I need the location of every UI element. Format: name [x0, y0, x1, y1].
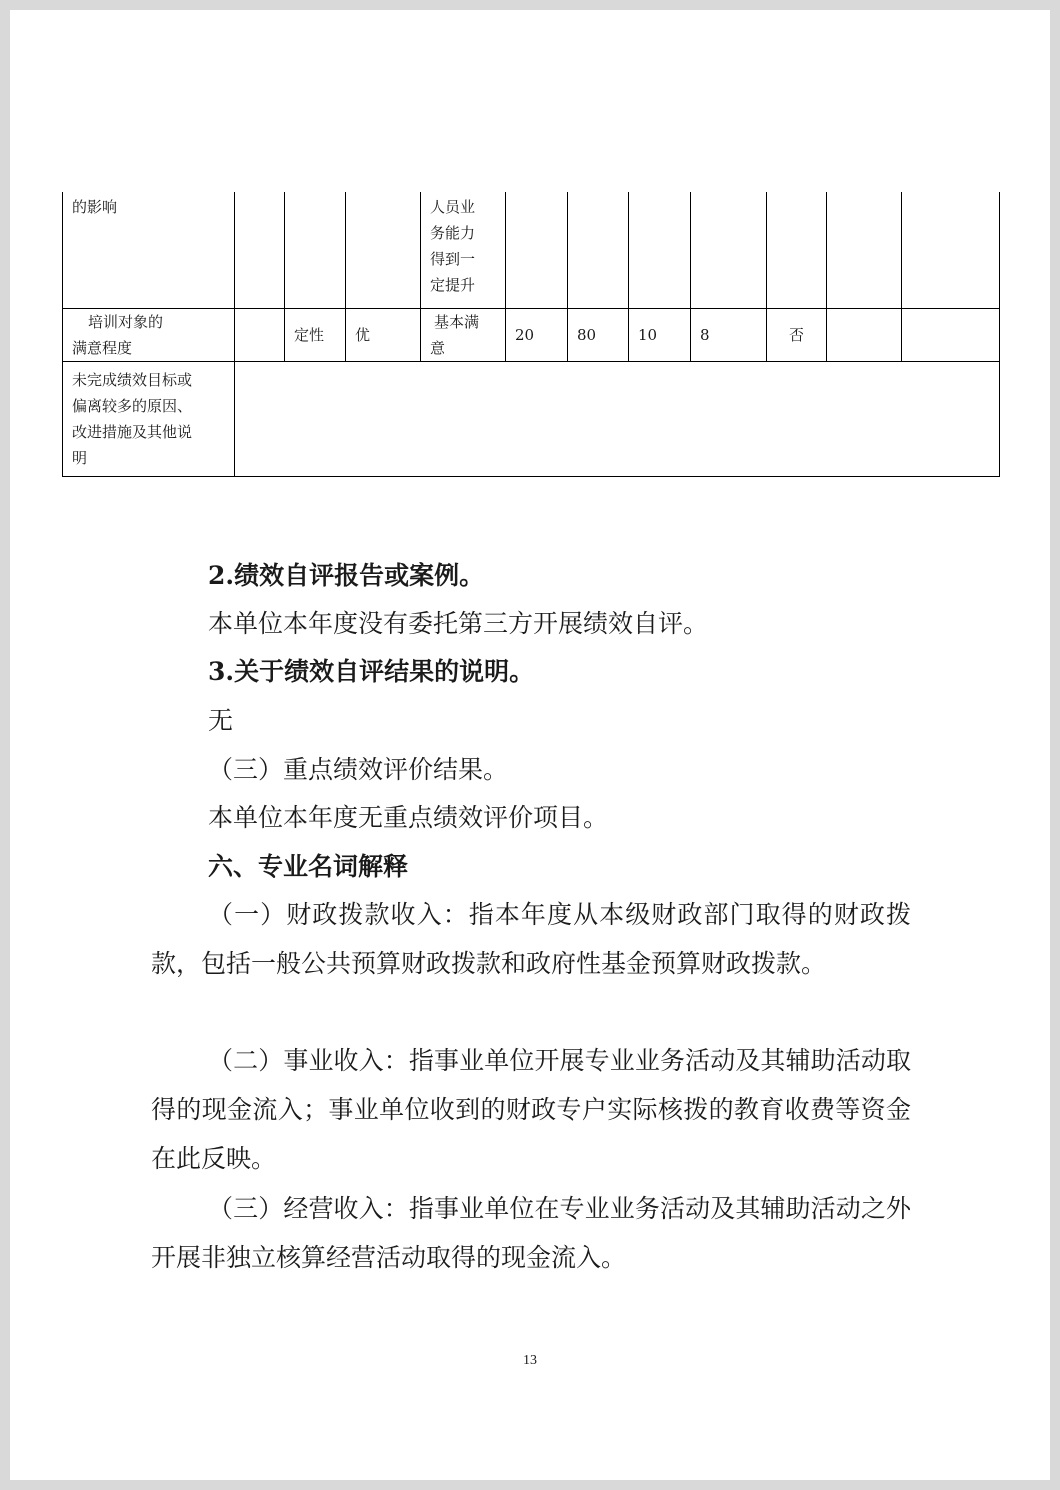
indicator-type: 定性	[294, 325, 325, 344]
score-weight: 10	[638, 325, 658, 344]
actual-value-line: 得到一	[430, 250, 476, 268]
paragraph: 无	[208, 706, 234, 735]
section-heading: （三）重点绩效评价结果。	[208, 755, 509, 784]
weight-value: 20	[515, 325, 535, 344]
paragraph: 本单位本年度无重点绩效评价项目。	[208, 803, 609, 832]
completion-value: 80	[577, 325, 597, 344]
definition-text: ：指本年度从本级财政部门取得的财政拨款，包括一般公共预算财政拨款和政府性基金预算财政拨款。	[151, 900, 911, 978]
score-value: 8	[700, 325, 710, 344]
definition-paragraph	[151, 1036, 911, 1183]
paragraph: 本单位本年度没有委托第三方开展绩效自评。	[208, 609, 709, 638]
definition-paragraph	[151, 890, 911, 988]
definition-text: ：指事业单位在专业业务活动及其辅助活动之外开展非独立核算经营活动取得的现金流入。	[151, 1194, 911, 1272]
section-heading: 六、专业名词解释	[208, 852, 409, 881]
definition-paragraph	[151, 1184, 911, 1282]
section-heading: 2.绩效自评报告或案例。	[208, 561, 485, 590]
document-page	[10, 10, 1050, 1480]
indicator-name-line: 培训对象的	[88, 312, 164, 331]
explanation-label-line: 改进措施及其他说	[72, 422, 193, 441]
indicator-name-line: 满意程度	[72, 338, 133, 357]
page-number: 13	[523, 1353, 537, 1368]
table-row	[63, 192, 1000, 308]
actual-value-line: 务能力	[430, 224, 476, 242]
definition-term: （二）事业收入	[208, 1046, 384, 1075]
actual-value-line: 意	[430, 338, 446, 357]
flag-value: 否	[788, 325, 804, 344]
section-heading: 3.关于绩效自评结果的说明。	[208, 657, 535, 686]
explanation-label-line: 未完成绩效目标或	[72, 370, 193, 389]
explanation-label-line: 偏离较多的原因、	[72, 396, 193, 415]
definition-term: （三）经营收入	[208, 1194, 384, 1223]
actual-value-line: 定提升	[430, 276, 476, 294]
explanation-label-line: 明	[72, 448, 88, 467]
table-row	[63, 308, 1000, 361]
actual-value-line: 人员业	[430, 198, 476, 216]
table-row	[63, 361, 1000, 476]
definition-term: （一）财政拨款收入	[208, 900, 443, 929]
performance-table	[62, 192, 1000, 477]
actual-value-line: 基本满	[434, 312, 480, 331]
target-value: 优	[355, 325, 371, 344]
definition-text: ：指事业单位开展专业业务活动及其辅助活动取得的现金流入；事业单位收到的财政专户实际核拨的教育收费等资金在此反映。	[151, 1046, 911, 1173]
indicator-name: 的影响	[72, 198, 118, 216]
explanation-content	[235, 361, 1000, 476]
